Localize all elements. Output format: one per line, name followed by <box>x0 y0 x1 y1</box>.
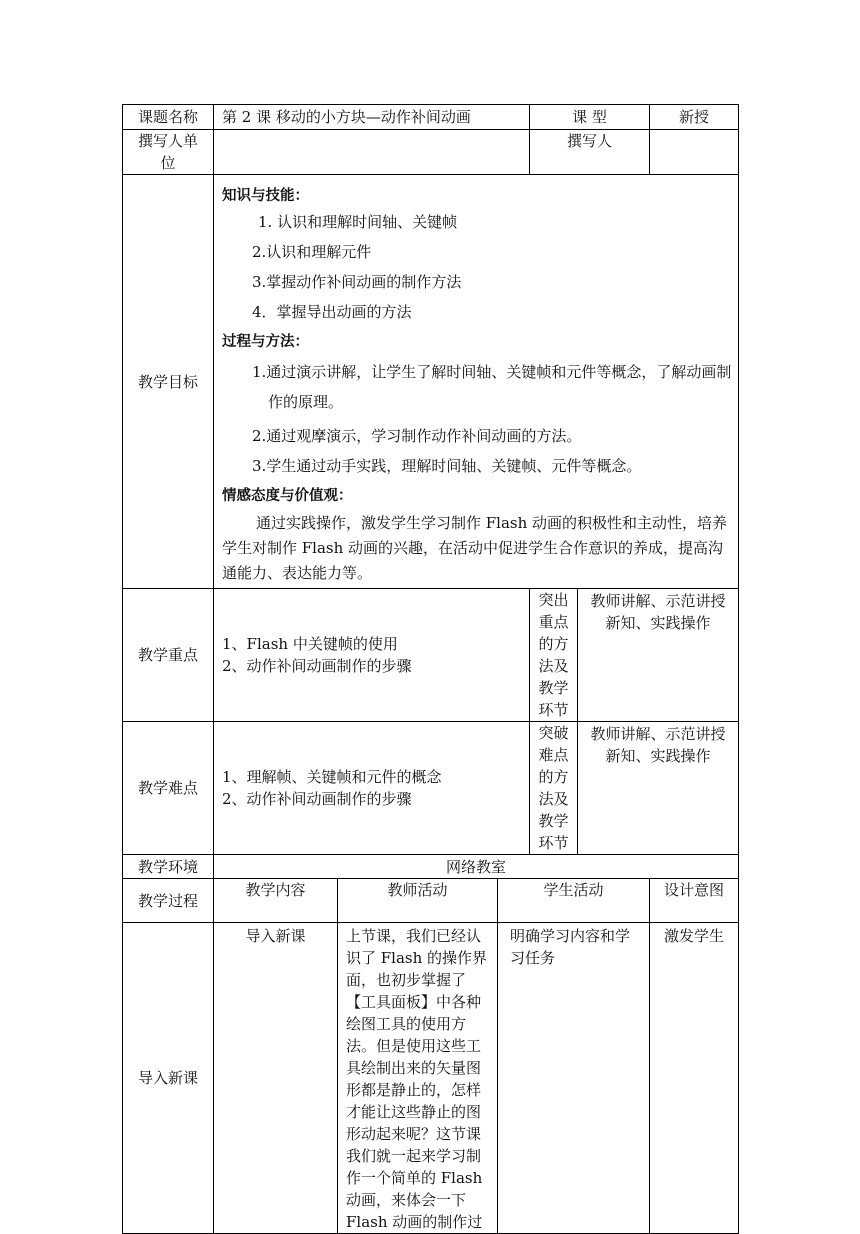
author-row <box>123 130 739 175</box>
objectives-label: 教学目标 <box>123 175 214 589</box>
knowledge-heading: 知识与技能： <box>222 188 309 204</box>
lesson-plan-table <box>122 104 739 1234</box>
stage-label: 导入新课 <box>123 923 214 1234</box>
environment-label: 教学环境 <box>123 855 214 879</box>
knowledge-item: 2.认识和理解元件 <box>252 243 372 261</box>
objectives-content <box>214 175 739 589</box>
key-points-content <box>214 589 530 722</box>
author-unit-label-line1: 撰写人单 <box>137 132 198 150</box>
type-label: 课 型 <box>530 105 650 130</box>
stage-teacher-activity: 上节课，我们已经认识了 Flash 的操作界面，也初步掌握了【工具面板】中各种绘图工具的使用方法。但是使用这些工具绘制出来的矢量图形都是静止的，怎样才能让这些静止的图形动起来呢？这节课我们就一起来学习制作一个简单的 Flash 动画，来体会一下 Flash 动画的制作过 <box>338 923 498 1234</box>
col-teacher-header: 教师活动 <box>338 879 498 923</box>
difficult-points-row <box>123 722 739 855</box>
difficult-points-method-label: 突破难点的方法及教学环节 <box>530 722 578 855</box>
key-points-row <box>123 589 739 722</box>
environment-value: 网络教室 <box>214 855 739 879</box>
difficult-point-item: 2、动作补间动画制作的步骤 <box>222 790 412 808</box>
attitude-text: 通过实践操作，激发学生学习制作 Flash 动画的积极性和主动性，培养学生对制作 Flash 动画的兴趣，在活动中促进学生合作意识的养成，提高沟通能力、表达能力等。 <box>222 514 728 582</box>
objectives-row <box>123 175 739 589</box>
key-points-label: 教学重点 <box>123 589 214 722</box>
key-point-item: 1、Flash 中关键帧的使用 <box>222 635 398 653</box>
process-header-row <box>123 879 739 923</box>
title-label: 课题名称 <box>123 105 214 130</box>
col-content-header: 教学内容 <box>214 879 338 923</box>
key-point-item: 2、动作补间动画制作的步骤 <box>222 657 412 675</box>
difficult-point-item: 1、理解帧、关键帧和元件的概念 <box>222 768 442 786</box>
author-unit-value <box>214 130 530 175</box>
author-unit-label <box>123 130 214 175</box>
author-unit-label-line2: 位 <box>160 154 176 172</box>
knowledge-item: 3.掌握动作补间动画的制作方法 <box>252 273 462 291</box>
col-student-header: 学生活动 <box>498 879 650 923</box>
process-label: 教学过程 <box>123 879 214 923</box>
author-value <box>650 130 739 175</box>
difficult-points-label: 教学难点 <box>123 722 214 855</box>
process-item: 3.学生通过动手实践，理解时间轴、关键帧、元件等概念。 <box>252 457 642 475</box>
knowledge-item: 1. 认识和理解时间轴、关键帧 <box>258 213 458 231</box>
process-heading: 过程与方法： <box>222 334 309 350</box>
difficult-points-content <box>214 722 530 855</box>
stage-design-intent: 激发学生 <box>650 923 739 1234</box>
title-row <box>123 105 739 130</box>
process-stage-row <box>123 923 739 1234</box>
attitude-heading: 情感态度与价值观： <box>222 488 353 504</box>
key-points-method-label: 突出重点的方法及教学环节 <box>530 589 578 722</box>
author-label: 撰写人 <box>530 130 650 175</box>
knowledge-item: 4．掌握导出动画的方法 <box>252 303 412 321</box>
process-item: 2.通过观摩演示，学习制作动作补间动画的方法。 <box>252 427 582 445</box>
difficult-points-method-value: 教师讲解、示范讲授新知、实践操作 <box>578 722 739 855</box>
process-item: 1.通过演示讲解，让学生了解时间轴、关键帧和元件等概念，了解动画制作的原理。 <box>252 363 732 411</box>
stage-content: 导入新课 <box>214 923 338 1234</box>
title-value: 第 2 课 移动的小方块—动作补间动画 <box>214 105 530 130</box>
col-design-header: 设计意图 <box>650 879 739 923</box>
stage-student-activity: 明确学习内容和学习任务 <box>498 923 650 1234</box>
type-value: 新授 <box>650 105 739 130</box>
environment-row <box>123 855 739 879</box>
key-points-method-value: 教师讲解、示范讲授新知、实践操作 <box>578 589 739 722</box>
